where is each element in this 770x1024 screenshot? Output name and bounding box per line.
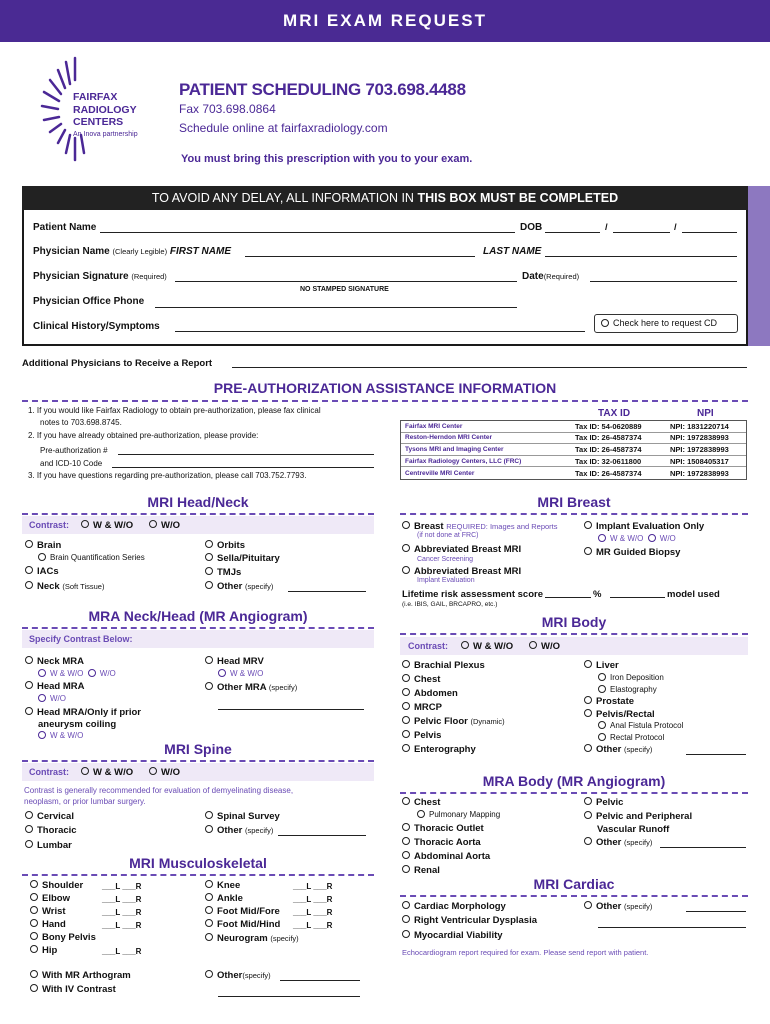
cardiac-title: MRI Cardiac: [533, 876, 615, 892]
body-contrast-wwo[interactable]: W & W/O: [461, 641, 513, 652]
other-mra-checkbox[interactable]: Other MRA (specify): [205, 682, 297, 693]
required-bar: TO AVOID ANY DELAY, ALL INFORMATION IN THIS BOX MUST BE COMPLETED: [22, 186, 748, 210]
dob-slash: /: [674, 222, 677, 233]
mra-chest-checkbox[interactable]: Chest: [402, 797, 440, 808]
renal-checkbox[interactable]: Renal: [402, 865, 440, 876]
body-item[interactable]: Pelvis: [402, 730, 441, 741]
icd10-label: and ICD-10 Code: [40, 459, 103, 468]
spinal-survey-checkbox[interactable]: Spinal Survey: [205, 811, 280, 822]
mrv-contrast[interactable]: W & W/O: [218, 669, 263, 678]
body-other-checkbox[interactable]: Other (specify): [584, 744, 652, 755]
additional-physicians-label: Additional Physicians to Receive a Report: [22, 358, 213, 369]
msk-item[interactable]: Elbow: [30, 893, 70, 904]
iv-contrast-checkbox[interactable]: With IV Contrast: [30, 984, 116, 995]
logo-text: FAIRFAX RADIOLOGY CENTERS An Inova partnership: [73, 91, 138, 138]
spine-contrast-wwo[interactable]: W & W/O: [81, 767, 133, 778]
side-select[interactable]: ___L ___R: [102, 908, 142, 917]
table-row: Fairfax Radiology Centers, LLC (FRC) Tax ID: 32-0611800 NPI: 1508405317: [401, 456, 746, 468]
side-select[interactable]: ___L ___R: [102, 921, 142, 930]
patient-name-label: Patient Name: [33, 222, 97, 233]
spine-other-checkbox[interactable]: Other (specify): [205, 825, 273, 836]
neck-mra-checkbox[interactable]: Neck MRA: [25, 656, 84, 667]
orbits-checkbox[interactable]: Orbits: [205, 540, 245, 551]
cervical-checkbox[interactable]: Cervical: [25, 811, 74, 822]
msk-item[interactable]: Bony Pelvis: [30, 932, 96, 943]
tmjs-checkbox[interactable]: TMJs: [205, 567, 241, 578]
preauth-number-label: Pre-authorization #: [40, 446, 108, 455]
cardiac-other-checkbox[interactable]: Other (specify): [584, 901, 652, 912]
physician-name-label: Physician Name (Clearly Legible) FIRST NAME: [33, 246, 231, 257]
side-select[interactable]: ___L ___R: [102, 895, 142, 904]
body-contrast-wo[interactable]: W/O: [529, 641, 560, 652]
side-select[interactable]: ___L ___R: [293, 882, 333, 891]
coil-contrast[interactable]: W & W/O: [38, 731, 83, 740]
side-select[interactable]: ___L ___R: [102, 947, 142, 956]
contrast-row: [22, 763, 374, 781]
breast-title: MRI Breast: [537, 494, 611, 510]
liver-checkbox[interactable]: Liver: [584, 660, 619, 671]
msk-other-checkbox[interactable]: Other(specify): [205, 970, 271, 981]
brain-checkbox[interactable]: Brain: [25, 540, 61, 551]
screening-note: Cancer Screening: [417, 556, 474, 563]
prostate-checkbox[interactable]: Prostate: [584, 696, 634, 707]
date-label: Date(Required): [522, 271, 580, 282]
table-row: Tysons MRI and Imaging Center Tax ID: 26-4587374 NPI: 1972838993: [401, 444, 746, 456]
body-item[interactable]: Abdomen: [402, 688, 458, 699]
body-item[interactable]: Chest: [402, 674, 440, 685]
abdominal-aorta-checkbox[interactable]: Abdominal Aorta: [402, 851, 490, 862]
runoff-checkbox[interactable]: Pelvic and Peripheral: [584, 811, 692, 822]
msk-item[interactable]: Knee: [205, 880, 240, 891]
sella-checkbox[interactable]: Sella/Pituitary: [205, 553, 280, 564]
thoracic-aorta-checkbox[interactable]: Thoracic Aorta: [402, 837, 481, 848]
dob-label: DOB: [520, 222, 543, 233]
body-title: MRI Body: [541, 614, 607, 630]
breast-checkbox[interactable]: Breast REQUIRED: Images and Reports: [402, 521, 558, 532]
no-stamp-note: NO STAMPED SIGNATURE: [300, 286, 389, 293]
request-cd-checkbox[interactable]: Check here to request CD: [594, 314, 738, 333]
preauth-item-2: 2. If you have already obtained pre-authorization, please provide:: [28, 431, 259, 440]
rv-dysplasia-checkbox[interactable]: Right Ventricular Dysplasia: [402, 915, 537, 926]
thoracic-checkbox[interactable]: Thoracic: [25, 825, 77, 836]
pulm-mapping-checkbox[interactable]: Pulmonary Mapping: [417, 810, 500, 819]
lifetime-risk-label: Lifetime risk assessment score: [402, 589, 543, 600]
spine-note: Contrast is generally recommended for evaluation of demyelinating disease,: [24, 786, 294, 795]
msk-item[interactable]: Foot Mid/Fore: [205, 906, 280, 917]
contrast-row: [22, 516, 374, 534]
table-row: Fairfax MRI Center Tax ID: 54-0620889 NPI: 1831220714: [401, 421, 746, 433]
msk-item[interactable]: Ankle: [205, 893, 243, 904]
viability-checkbox[interactable]: Myocardial Viability: [402, 930, 503, 941]
schedule-online-link[interactable]: Schedule online at fairfaxradiology.com: [179, 121, 388, 135]
mra-body-other-checkbox[interactable]: Other (specify): [584, 837, 652, 848]
side-select[interactable]: ___L ___R: [102, 882, 142, 891]
preauth-item-3: 3. If you have questions regarding pre-authorization, please call 703.752.7793.: [28, 471, 307, 480]
echo-note: Echocardiogram report required for exam. Please send report with patient.: [402, 948, 649, 957]
scheduling-phone: PATIENT SCHEDULING 703.698.4488: [179, 80, 466, 99]
preauth-item-1b: notes to 703.698.8745.: [40, 418, 122, 427]
clinical-history-label: Clinical History/Symptoms: [33, 321, 160, 332]
head-contrast-wwo[interactable]: W & W/O: [81, 520, 133, 531]
table-row: Centreville MRI Center Tax ID: 26-4587374 NPI: 1972838993: [405, 468, 729, 478]
contrast-row: [400, 637, 748, 655]
tax-id-header: TAX ID: [598, 408, 631, 419]
preauth-item-1: 1. If you would like Fairfax Radiology to obtain pre-authorization, please fax clinical: [28, 406, 321, 415]
implant-contrast[interactable]: W & W/O W/O: [598, 534, 676, 543]
abbr-breast-checkbox[interactable]: Abbreviated Breast MRI: [402, 544, 521, 555]
msk-item[interactable]: Hip: [30, 945, 57, 956]
neck-checkbox[interactable]: Neck (Soft Tissue): [25, 581, 104, 592]
fax-number: Fax 703.698.0864: [179, 102, 276, 116]
body-item[interactable]: Brachial Plexus: [402, 660, 485, 671]
contrast-label: Contrast:: [29, 767, 69, 777]
rectal-protocol-checkbox[interactable]: Rectal Protocol: [598, 733, 664, 742]
contrast-label: Contrast:: [29, 520, 69, 530]
head-mra-coil-checkbox[interactable]: Head MRA/Only if prior: [25, 707, 141, 718]
abbr-breast-implant-checkbox[interactable]: Abbreviated Breast MRI: [402, 566, 521, 577]
cardiac-morph-checkbox[interactable]: Cardiac Morphology: [402, 901, 506, 912]
brain-quant-checkbox[interactable]: Brain Quantification Series: [38, 553, 145, 562]
table-row: Reston-Herndon MRI Center Tax ID: 26-4587374 NPI: 1972838993: [401, 433, 746, 445]
contrast-label: Contrast:: [408, 641, 448, 651]
msk-item[interactable]: Wrist: [30, 906, 66, 917]
npi-header: NPI: [697, 408, 714, 419]
breast-note: (if not done at FRC): [417, 532, 479, 539]
spine-title: MRI Spine: [164, 741, 232, 757]
msk-item[interactable]: Foot Mid/Hind: [205, 919, 280, 930]
implant-only-checkbox[interactable]: Implant Evaluation Only: [584, 521, 704, 532]
lumbar-checkbox[interactable]: Lumbar: [25, 840, 72, 851]
anal-fistula-checkbox[interactable]: Anal Fistula Protocol: [598, 721, 683, 730]
signature-label: Physician Signature (Required): [33, 271, 167, 282]
pelvic-checkbox[interactable]: Pelvic: [584, 797, 623, 808]
ibis-note: (i.e. IBIS, GAIL, BRCAPRO, etc.): [402, 601, 498, 608]
side-select[interactable]: ___L ___R: [293, 895, 333, 904]
dob-slash: /: [605, 222, 608, 233]
msk-item[interactable]: Shoulder: [30, 880, 83, 891]
office-phone-label: Physician Office Phone: [33, 296, 145, 307]
aneurysm-label: aneurysm coiling: [38, 719, 117, 730]
runoff-label: Vascular Runoff: [597, 824, 670, 835]
head-contrast-wo[interactable]: W/O: [149, 520, 180, 531]
body-item[interactable]: MRCP: [402, 702, 442, 713]
specify-contrast-label: Specify Contrast Below:: [29, 634, 133, 644]
elasto-checkbox[interactable]: Elastography: [598, 685, 657, 694]
arthrogram-checkbox[interactable]: With MR Arthogram: [30, 970, 131, 981]
head-mra-checkbox[interactable]: Head MRA: [25, 681, 85, 692]
mra-body-title: MRA Body (MR Angiogram): [482, 773, 666, 789]
msk-title: MRI Musculoskeletal: [129, 855, 267, 871]
centers-table: [400, 420, 747, 480]
bring-prescription-note: You must bring this prescription with you to your exam.: [181, 153, 473, 165]
guided-biopsy-checkbox[interactable]: MR Guided Biopsy: [584, 547, 680, 558]
iron-checkbox[interactable]: Iron Deposition: [598, 673, 664, 682]
body-item[interactable]: Pelvic Floor (Dynamic): [402, 716, 505, 727]
iacs-checkbox[interactable]: IACs: [25, 566, 59, 577]
head-neck-title: MRI Head/Neck: [147, 494, 249, 510]
neck-mra-contrast[interactable]: W & W/O W/O: [38, 669, 116, 678]
implant-eval-note: Implant Evaluation: [417, 577, 475, 584]
mra-head-title: MRA Neck/Head (MR Angiogram): [88, 608, 308, 624]
thoracic-outlet-checkbox[interactable]: Thoracic Outlet: [402, 823, 484, 834]
percent-sign: %: [593, 589, 602, 600]
body-item[interactable]: Enterography: [402, 744, 476, 755]
head-other-checkbox[interactable]: Other (specify): [205, 581, 273, 592]
spine-contrast-wo[interactable]: W/O: [149, 767, 180, 778]
model-used-label: model used: [667, 589, 720, 600]
preauth-title: PRE-AUTHORIZATION ASSISTANCE INFORMATION: [213, 380, 557, 396]
pelvis-rectal-checkbox[interactable]: Pelvis/Rectal: [584, 709, 655, 720]
msk-item[interactable]: Hand: [30, 919, 66, 930]
page-title: MRI EXAM REQUEST: [283, 11, 487, 30]
neurogram-checkbox[interactable]: Neurogram (specify): [205, 933, 299, 944]
head-mrv-checkbox[interactable]: Head MRV: [205, 656, 264, 667]
side-select[interactable]: ___L ___R: [293, 921, 333, 930]
head-mra-wo[interactable]: W/O: [38, 694, 66, 703]
last-name-label: LAST NAME: [483, 246, 542, 257]
side-select[interactable]: ___L ___R: [293, 908, 333, 917]
spine-note-2: neoplasm, or prior lumbar surgery.: [24, 797, 146, 806]
side-stripe: [748, 186, 770, 346]
